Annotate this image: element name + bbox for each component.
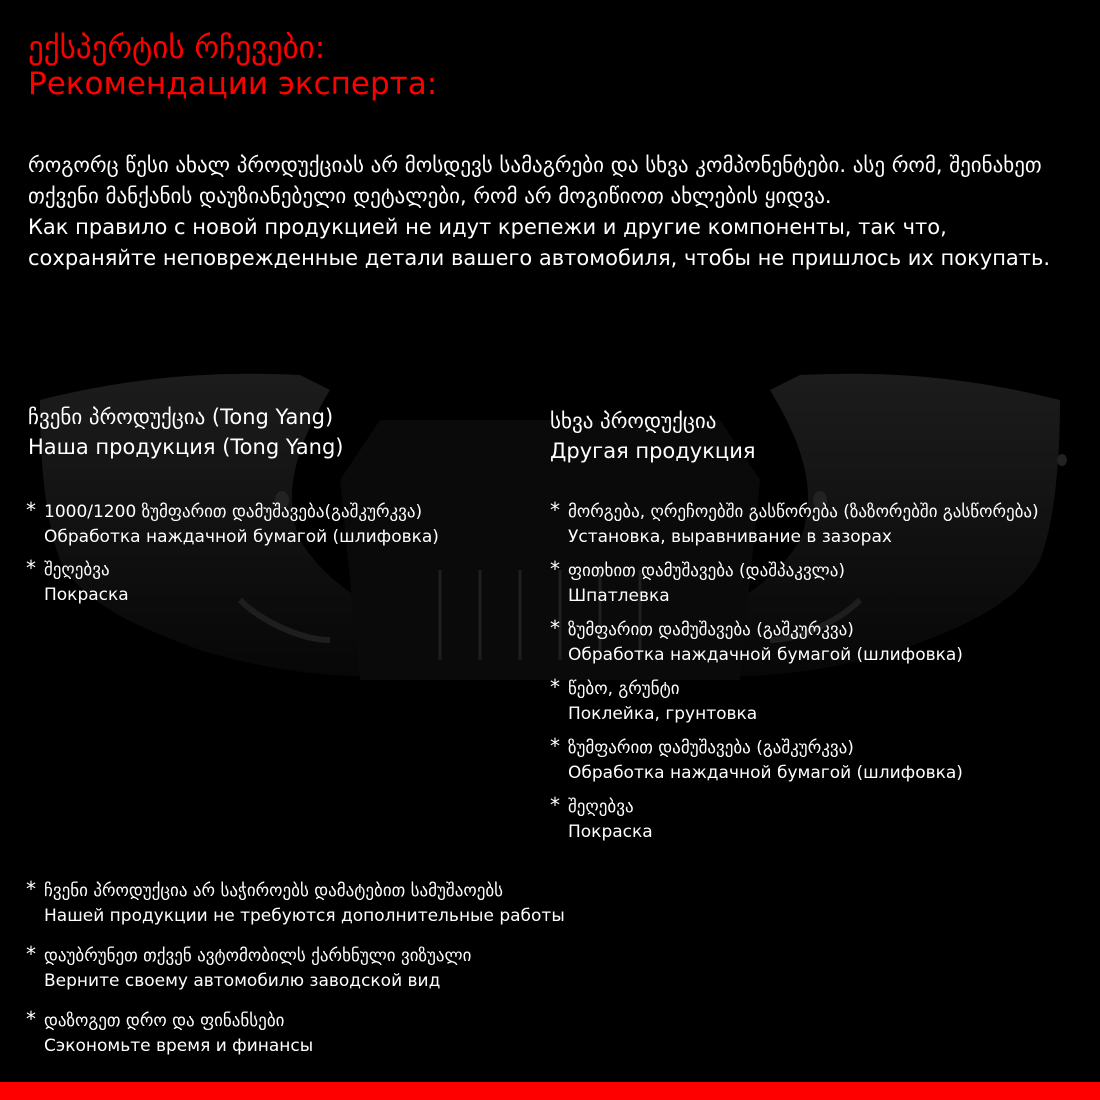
list-item [26,876,565,928]
step-georgian: ზუმფარით დამუშავება (გაშკურკვა) [568,620,854,640]
list-item [26,555,439,607]
step-georgian: შეღებვა [568,797,634,817]
step-russian: Шпатлевка [568,586,670,606]
step-georgian: ფითხით დამუშავება (დაშპაკვლა) [568,561,846,581]
bullet-icon: * [26,942,36,966]
other-product-heading [550,406,756,466]
step-georgian: ზუმფარით დამუშავება (გაშკურკვა) [568,738,854,758]
step-russian: Покраска [44,585,129,605]
bullet-icon: * [26,498,36,522]
other-product-heading-russian: Другая продукция [550,439,756,463]
our-product-heading [28,402,343,462]
list-item [550,556,1039,608]
benefit-russian: Верните своему автомобилю заводской вид [44,971,441,991]
list-item [26,941,565,993]
step-russian: Поклейка, грунтовка [568,704,758,724]
footer-accent-bar [0,1082,1100,1100]
title-georgian: ექსპერტის რჩევები: [28,30,326,66]
our-product-heading-georgian: ჩვენი პროდუქცია (Tong Yang) [28,405,334,429]
step-georgian: 1000/1200 ზუმფარით დამუშავება(გაშკურკვა) [44,502,423,522]
bullet-icon: * [550,616,560,640]
bullet-icon: * [550,793,560,817]
step-russian: Обработка наждачной бумагой (шлифовка) [568,763,963,783]
step-georgian: მორგება, ღრეჩოებში გასწორება (ზაზორებში გასწორება) [568,502,1039,522]
bullet-icon: * [550,734,560,758]
intro-block [28,150,1058,274]
list-item [550,792,1039,844]
step-georgian: წებო, გრუნტი [568,679,680,699]
benefit-georgian: დაუბრუნეთ თქვენ ავტომობილს ქარხნული ვიზუალი [44,946,472,966]
bullet-icon: * [26,1007,36,1031]
benefit-russian: Нашей продукции не требуются дополнительные работы [44,906,565,926]
our-product-steps [26,497,439,613]
step-russian: Установка, выравнивание в зазорах [568,527,892,547]
step-russian: Обработка наждачной бумагой (шлифовка) [44,527,439,547]
list-item [26,497,439,549]
step-russian: Покраска [568,822,653,842]
benefits-list [26,876,565,1071]
list-item [26,1006,565,1058]
title-russian: Рекомендации эксперта: [28,66,438,102]
step-russian: Обработка наждачной бумагой (шлифовка) [568,645,963,665]
step-georgian: შეღებვა [44,560,110,580]
benefit-georgian: დაზოგეთ დრო და ფინანსები [44,1011,285,1031]
intro-georgian: როგორც წესი ახალ პროდუქციას არ მოსდევს სამაგრები და სხვა კომპონენტები. ასე რომ, შეინახეთ თქვენი მანქანის დაუზიანებელი დეტალები, რომ არ მოგიწიოთ ახლების ყიდვა. [28,153,1042,208]
list-item [550,497,1039,549]
bullet-icon: * [550,675,560,699]
bullet-icon: * [26,556,36,580]
list-item [550,733,1039,785]
bullet-icon: * [550,557,560,581]
bullet-icon: * [550,498,560,522]
benefit-russian: Сэкономьте время и финансы [44,1036,314,1056]
other-product-steps [550,497,1039,851]
intro-russian: Как правило с новой продукцией не идут крепежи и другие компоненты, так что, сохраняйте неповрежденные детали вашего автомобиля, чтобы не пришлось их покупать. [28,215,1051,270]
list-item [550,615,1039,667]
benefit-georgian: ჩვენი პროდუქცია არ საჭიროებს დამატებით სამუშაოებს [44,881,504,901]
list-item [550,674,1039,726]
bullet-icon: * [26,877,36,901]
other-product-heading-georgian: სხვა პროდუქცია [550,409,717,433]
our-product-heading-russian: Наша продукция (Tong Yang) [28,435,344,459]
